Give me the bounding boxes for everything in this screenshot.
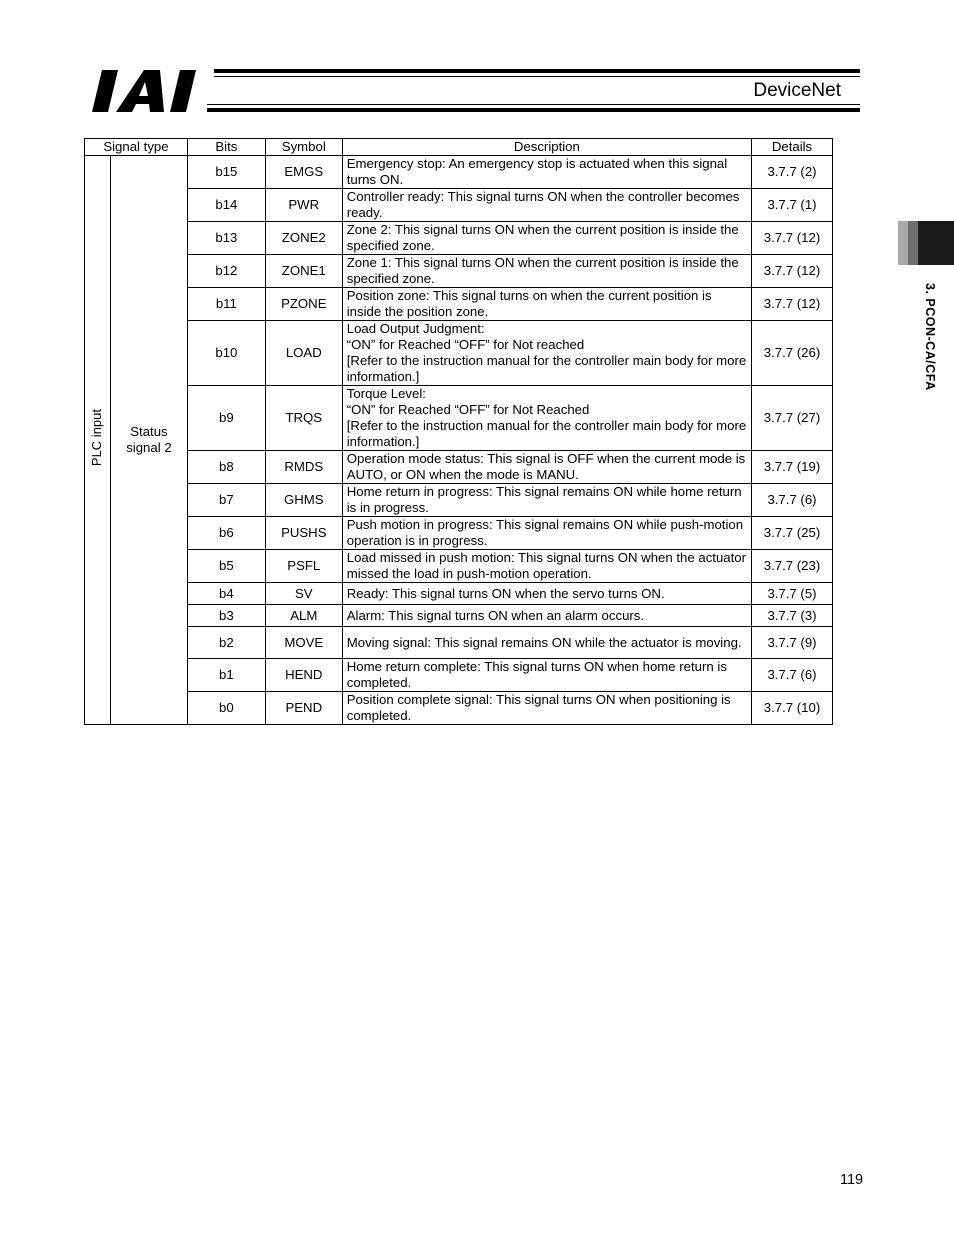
description-cell: Zone 1: This signal turns ON when the current position is inside the specified zone.	[342, 255, 751, 288]
header-bits: Bits	[187, 139, 265, 156]
details-cell: 3.7.7 (6)	[752, 659, 833, 692]
details-cell: 3.7.7 (9)	[752, 627, 833, 659]
symbol-cell: GHMS	[265, 484, 342, 517]
description-cell: Emergency stop: An emergency stop is actuated when this signal turns ON.	[342, 156, 751, 189]
details-cell: 3.7.7 (3)	[752, 605, 833, 627]
table-row	[85, 189, 833, 222]
bit-cell: b11	[187, 288, 265, 321]
description-cell: Push motion in progress: This signal remains ON while push-motion operation is in progress.	[342, 517, 751, 550]
bit-cell: b8	[187, 451, 265, 484]
details-cell: 3.7.7 (12)	[752, 288, 833, 321]
description-cell: Ready: This signal turns ON when the servo turns ON.	[342, 583, 751, 605]
details-cell: 3.7.7 (25)	[752, 517, 833, 550]
description-cell: Position complete signal: This signal turns ON when positioning is completed.	[342, 692, 751, 725]
details-cell: 3.7.7 (1)	[752, 189, 833, 222]
symbol-cell: ZONE1	[265, 255, 342, 288]
bit-cell: b12	[187, 255, 265, 288]
details-cell: 3.7.7 (10)	[752, 692, 833, 725]
header-rule-thin-lower	[207, 104, 860, 105]
bit-cell: b6	[187, 517, 265, 550]
symbol-cell: PSFL	[265, 550, 342, 583]
bit-cell: b5	[187, 550, 265, 583]
bit-cell: b0	[187, 692, 265, 725]
header-rule-thin	[214, 76, 860, 77]
details-cell: 3.7.7 (6)	[752, 484, 833, 517]
header-description: Description	[342, 139, 751, 156]
description-cell: Alarm: This signal turns ON when an alarm occurs.	[342, 605, 751, 627]
bit-cell: b9	[187, 386, 265, 451]
details-cell: 3.7.7 (12)	[752, 255, 833, 288]
table-row	[85, 484, 833, 517]
bit-cell: b4	[187, 583, 265, 605]
chapter-tab-dark	[918, 221, 954, 265]
table-row	[85, 550, 833, 583]
table-row	[85, 386, 833, 451]
details-cell: 3.7.7 (26)	[752, 321, 833, 386]
symbol-cell: LOAD	[265, 321, 342, 386]
table-row	[85, 222, 833, 255]
description-cell: Zone 2: This signal turns ON when the current position is inside the specified zone.	[342, 222, 751, 255]
table-row	[85, 583, 833, 605]
group-cell	[110, 156, 187, 725]
table-row	[85, 321, 833, 386]
table-row	[85, 627, 833, 659]
header-rule-lower	[207, 108, 860, 112]
details-cell: 3.7.7 (12)	[752, 222, 833, 255]
symbol-cell: ZONE2	[265, 222, 342, 255]
table-row	[85, 288, 833, 321]
bit-cell: b1	[187, 659, 265, 692]
symbol-cell: PUSHS	[265, 517, 342, 550]
bit-cell: b13	[187, 222, 265, 255]
details-cell: 3.7.7 (19)	[752, 451, 833, 484]
symbol-cell: EMGS	[265, 156, 342, 189]
iai-logo	[92, 66, 210, 116]
table-row	[85, 692, 833, 725]
signal-type-cell	[85, 156, 111, 725]
details-cell: 3.7.7 (23)	[752, 550, 833, 583]
details-cell: 3.7.7 (27)	[752, 386, 833, 451]
header-rule	[214, 69, 860, 73]
bit-cell: b3	[187, 605, 265, 627]
signal-type-label: PLC input	[89, 409, 105, 467]
document-title: DeviceNet	[753, 80, 841, 101]
table-row	[85, 156, 833, 189]
bit-cell: b14	[187, 189, 265, 222]
header-details: Details	[752, 139, 833, 156]
table-row	[85, 451, 833, 484]
table-row	[85, 605, 833, 627]
description-cell: Load Output Judgment: “ON” for Reached “OFF” for Not reached [Refer to the instruction manual for the controller main body for more information.]	[342, 321, 751, 386]
description-cell: Operation mode status: This signal is OFF when the current mode is AUTO, or ON when the mode is MANU.	[342, 451, 751, 484]
description-cell: Home return in progress: This signal remains ON while home return is in progress.	[342, 484, 751, 517]
chapter-tab-mid	[908, 221, 918, 265]
details-cell: 3.7.7 (2)	[752, 156, 833, 189]
table-row	[85, 659, 833, 692]
symbol-cell: TRQS	[265, 386, 342, 451]
header-signal-type: Signal type	[85, 139, 188, 156]
table-header-row	[85, 139, 833, 156]
details-cell: 3.7.7 (5)	[752, 583, 833, 605]
group-label: Status signal 2	[126, 424, 172, 455]
bit-cell: b2	[187, 627, 265, 659]
bit-cell: b15	[187, 156, 265, 189]
symbol-cell: HEND	[265, 659, 342, 692]
symbol-cell: PWR	[265, 189, 342, 222]
description-cell: Controller ready: This signal turns ON when the controller becomes ready.	[342, 189, 751, 222]
bit-cell: b7	[187, 484, 265, 517]
page-number: 119	[840, 1172, 864, 1188]
description-cell: Home return complete: This signal turns ON when home return is completed.	[342, 659, 751, 692]
description-cell: Moving signal: This signal remains ON while the actuator is moving.	[342, 627, 751, 659]
description-cell: Position zone: This signal turns on when the current position is inside the position zone.	[342, 288, 751, 321]
header-symbol: Symbol	[265, 139, 342, 156]
chapter-tab-light	[898, 221, 908, 265]
symbol-cell: RMDS	[265, 451, 342, 484]
symbol-cell: PEND	[265, 692, 342, 725]
symbol-cell: PZONE	[265, 288, 342, 321]
signal-table	[84, 138, 833, 725]
chapter-label: 3. PCON-CA/CFA	[923, 283, 937, 391]
symbol-cell: SV	[265, 583, 342, 605]
bit-cell: b10	[187, 321, 265, 386]
symbol-cell: ALM	[265, 605, 342, 627]
description-cell: Load missed in push motion: This signal turns ON when the actuator missed the load in push-motion operation.	[342, 550, 751, 583]
table-row	[85, 517, 833, 550]
table-row	[85, 255, 833, 288]
description-cell: Torque Level: “ON” for Reached “OFF” for Not Reached [Refer to the instruction manual for the controller main body for more information.]	[342, 386, 751, 451]
symbol-cell: MOVE	[265, 627, 342, 659]
